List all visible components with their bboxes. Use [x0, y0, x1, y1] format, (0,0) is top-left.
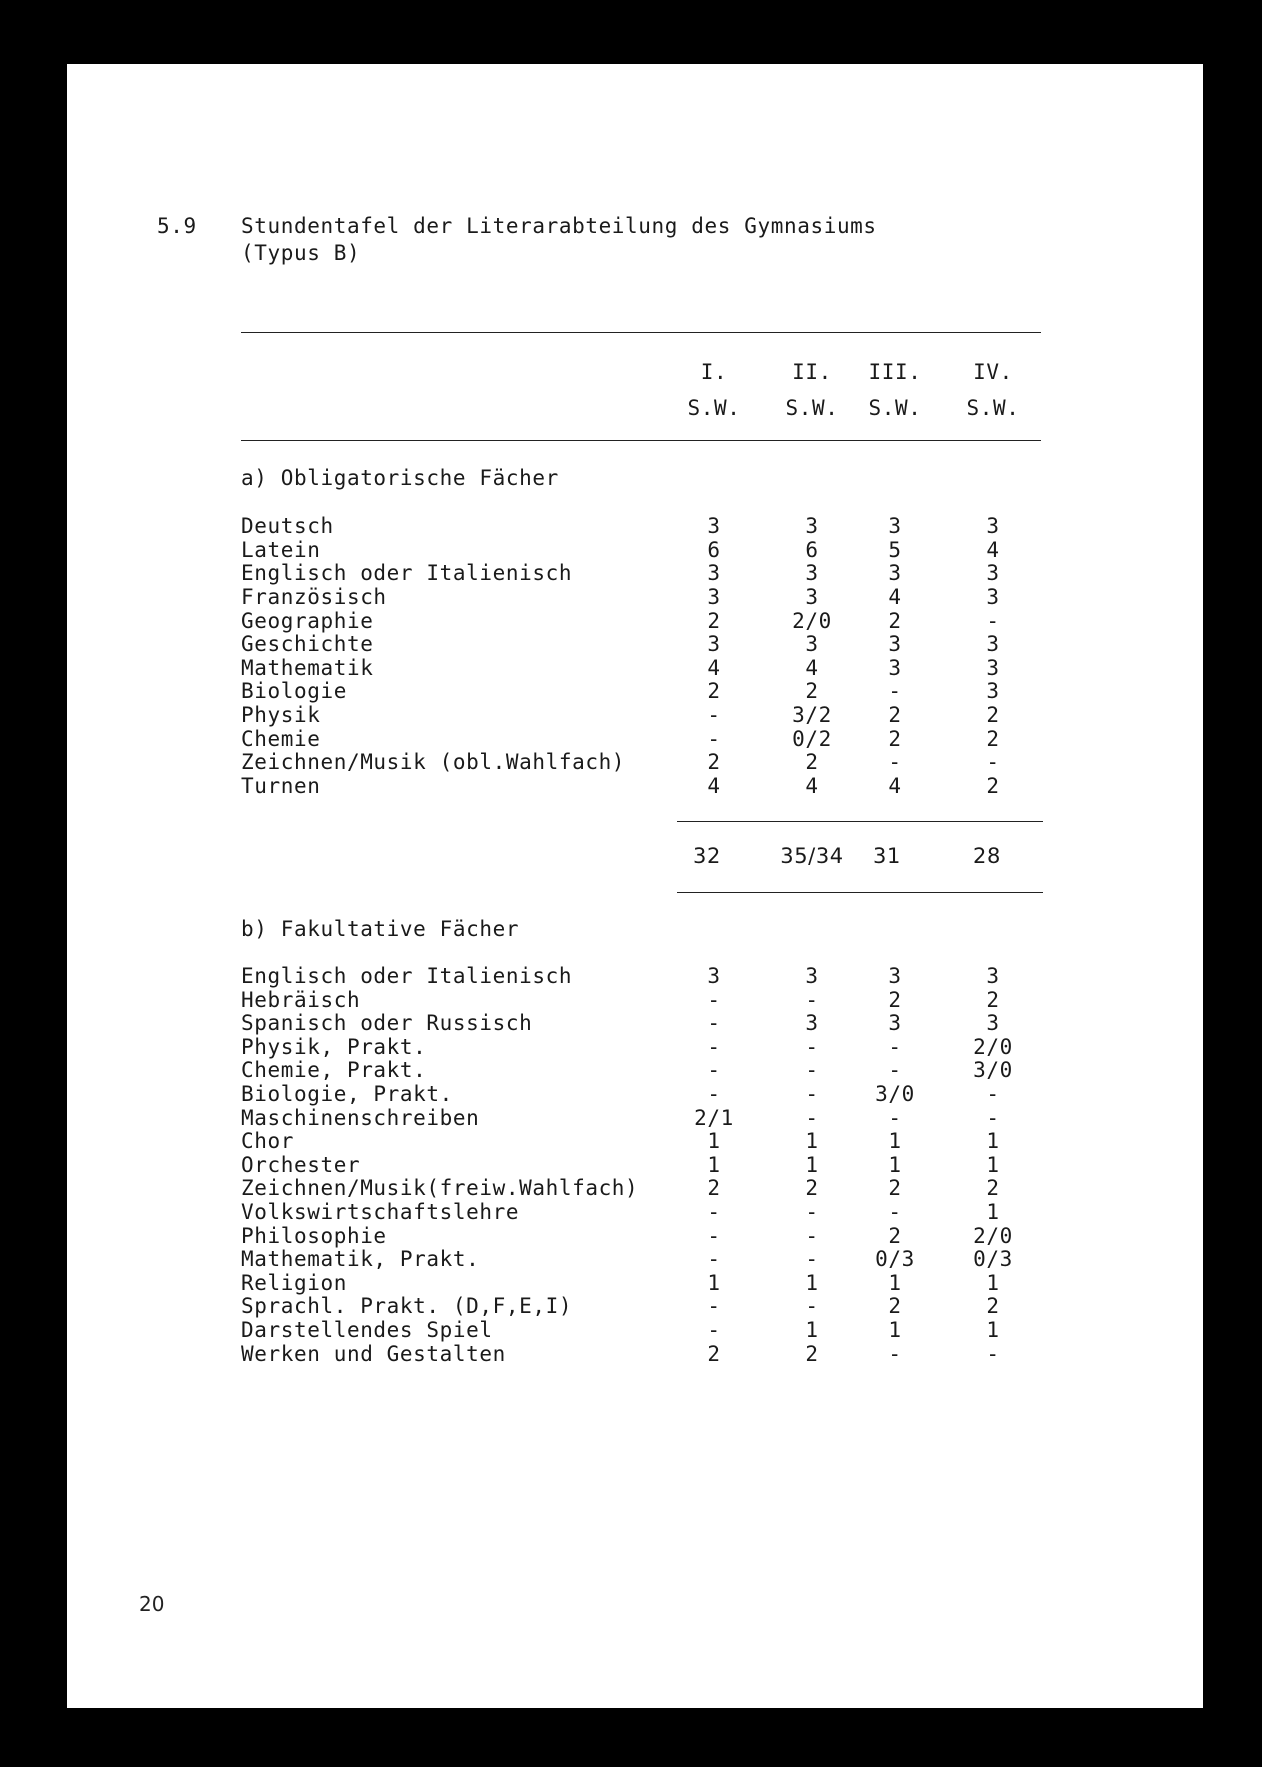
cell: -: [986, 1082, 1000, 1106]
col-header-roman: II.: [792, 360, 832, 384]
cell: -: [707, 1082, 721, 1106]
table-row: [67, 1106, 1203, 1130]
cell: 2: [986, 988, 1000, 1012]
cell: -: [805, 1224, 819, 1248]
cell: 1: [888, 1318, 902, 1342]
cell: 3: [986, 1011, 1000, 1035]
cell: 2: [888, 1294, 902, 1318]
cell: 4: [707, 656, 721, 680]
subject-label: Philosophie: [241, 1224, 387, 1248]
cell: 3: [888, 1011, 902, 1035]
cell: 2: [707, 679, 721, 703]
table-row: [67, 1176, 1203, 1200]
total-cell: 28: [973, 844, 1001, 868]
cell: 2: [707, 1342, 721, 1366]
section-b-heading: b) Fakultative Fächer: [241, 917, 520, 941]
cell: 3: [986, 656, 1000, 680]
cell: 2/0: [973, 1035, 1013, 1059]
subject-label: Werken und Gestalten: [241, 1342, 506, 1366]
table-row: [67, 679, 1203, 703]
subject-label: Volkswirtschaftslehre: [241, 1200, 520, 1224]
cell: 1: [805, 1129, 819, 1153]
cell: -: [805, 1035, 819, 1059]
cell: -: [805, 1294, 819, 1318]
section-subtitle: (Typus B): [241, 241, 361, 265]
table-row: [67, 1271, 1203, 1295]
table-row: [67, 727, 1203, 751]
cell: -: [707, 988, 721, 1012]
subject-label: Chor: [241, 1129, 294, 1153]
cell: -: [986, 609, 1000, 633]
table-row: [67, 1342, 1203, 1366]
cell: 2/1: [694, 1106, 734, 1130]
subject-label: Latein: [241, 538, 321, 562]
cell: -: [888, 1342, 902, 1366]
cell: 2: [986, 727, 1000, 751]
col-header-unit: S.W.: [785, 396, 839, 420]
cell: 3: [888, 964, 902, 988]
cell: -: [805, 1247, 819, 1271]
cell: 3: [707, 632, 721, 656]
cell: 1: [805, 1153, 819, 1177]
cell: 1: [986, 1129, 1000, 1153]
cell: -: [986, 750, 1000, 774]
cell: 3: [888, 514, 902, 538]
total-cell: 32: [693, 844, 721, 868]
section-a-heading: a) Obligatorische Fächer: [241, 466, 559, 490]
cell: 0/2: [792, 727, 832, 751]
subject-label: Mathematik: [241, 656, 374, 680]
cell: 1: [805, 1318, 819, 1342]
col-header-roman: IV.: [973, 360, 1013, 384]
cell: -: [805, 1058, 819, 1082]
table-row: [67, 1129, 1203, 1153]
cell: 1: [707, 1129, 721, 1153]
col-header-roman: I.: [700, 360, 728, 384]
cell: 2: [986, 1294, 1000, 1318]
subject-label: Darstellendes Spiel: [241, 1318, 493, 1342]
cell: 2: [805, 1342, 819, 1366]
cell: 0/3: [973, 1247, 1013, 1271]
table-top-rule: [241, 332, 1041, 333]
cell: 2: [986, 1176, 1000, 1200]
cell: -: [707, 727, 721, 751]
cell: -: [986, 1106, 1000, 1130]
cell: -: [707, 1294, 721, 1318]
cell: 1: [986, 1153, 1000, 1177]
subject-label: Geographie: [241, 609, 374, 633]
subject-label: Maschinenschreiben: [241, 1106, 480, 1130]
subject-label: Französisch: [241, 585, 387, 609]
table-row: [67, 1247, 1203, 1271]
cell: 2/0: [792, 609, 832, 633]
cell: 3/0: [875, 1082, 915, 1106]
cell: 1: [986, 1318, 1000, 1342]
subject-label: Deutsch: [241, 514, 334, 538]
subject-label: Zeichnen/Musik (obl.Wahlfach): [241, 750, 626, 774]
table-row: [67, 1294, 1203, 1318]
total-cell: 35/34: [780, 844, 844, 868]
cell: 2: [805, 679, 819, 703]
cell: 2: [888, 1176, 902, 1200]
section-number: 5.9: [157, 214, 197, 238]
cell: 4: [805, 656, 819, 680]
cell: 2: [888, 988, 902, 1012]
cell: 3: [805, 964, 819, 988]
cell: 6: [707, 538, 721, 562]
cell: -: [707, 1035, 721, 1059]
subject-label: Mathematik, Prakt.: [241, 1247, 480, 1271]
cell: 3: [888, 632, 902, 656]
subject-label: Englisch oder Italienisch: [241, 964, 573, 988]
cell: 3/2: [792, 703, 832, 727]
cell: 2: [707, 1176, 721, 1200]
cell: 3: [986, 514, 1000, 538]
table-row: [67, 844, 1203, 868]
cell: 2/0: [973, 1224, 1013, 1248]
cell: 1: [707, 1153, 721, 1177]
table-row: [67, 750, 1203, 774]
subject-label: Zeichnen/Musik(freiw.Wahlfach): [241, 1176, 639, 1200]
cell: -: [888, 750, 902, 774]
col-header-unit: S.W.: [966, 396, 1020, 420]
cell: 3: [707, 585, 721, 609]
cell: 4: [986, 538, 1000, 562]
page-number: 20: [139, 1592, 165, 1616]
table-row: [67, 1224, 1203, 1248]
cell: 3: [805, 632, 819, 656]
table-row: [67, 988, 1203, 1012]
cell: -: [707, 1200, 721, 1224]
total-cell: 31: [873, 844, 901, 868]
cell: -: [707, 703, 721, 727]
table-row: [67, 1200, 1203, 1224]
cell: 3: [986, 964, 1000, 988]
subject-label: Physik, Prakt.: [241, 1035, 427, 1059]
cell: 1: [888, 1129, 902, 1153]
table-row: [67, 632, 1203, 656]
subject-label: Sprachl. Prakt. (D,F,E,I): [241, 1294, 573, 1318]
cell: -: [805, 1200, 819, 1224]
table-row: [67, 1011, 1203, 1035]
subject-label: Spanisch oder Russisch: [241, 1011, 533, 1035]
cell: 1: [707, 1271, 721, 1295]
cell: 1: [986, 1271, 1000, 1295]
subject-label: Chemie: [241, 727, 321, 751]
cell: 3: [888, 656, 902, 680]
cell: 4: [888, 585, 902, 609]
cell: -: [707, 1058, 721, 1082]
cell: 2: [707, 750, 721, 774]
cell: 1: [888, 1153, 902, 1177]
col-header-unit: S.W.: [687, 396, 741, 420]
table-row: [67, 703, 1203, 727]
table-row: [67, 964, 1203, 988]
section-title: Stundentafel der Literarabteilung des Gymnasiums: [241, 214, 877, 238]
cell: 3: [986, 679, 1000, 703]
cell: 4: [707, 774, 721, 798]
col-header-unit: S.W.: [868, 396, 922, 420]
cell: 3: [707, 964, 721, 988]
cell: -: [888, 1200, 902, 1224]
subject-label: Turnen: [241, 774, 321, 798]
header-bottom-rule: [241, 440, 1041, 441]
subject-label: Hebräisch: [241, 988, 361, 1012]
col-header-roman: III.: [868, 360, 922, 384]
table-row: [67, 1082, 1203, 1106]
table-row: [67, 561, 1203, 585]
cell: 1: [888, 1271, 902, 1295]
table-row: [67, 1058, 1203, 1082]
cell: 3: [888, 561, 902, 585]
subject-label: Orchester: [241, 1153, 361, 1177]
cell: -: [805, 1082, 819, 1106]
cell: 2: [986, 774, 1000, 798]
table-row: [67, 1153, 1203, 1177]
subject-label: Geschichte: [241, 632, 374, 656]
cell: 2: [986, 703, 1000, 727]
cell: 2: [888, 1224, 902, 1248]
subject-label: Religion: [241, 1271, 347, 1295]
cell: 3: [707, 561, 721, 585]
cell: -: [805, 1106, 819, 1130]
cell: -: [888, 1058, 902, 1082]
cell: 3: [707, 514, 721, 538]
cell: -: [707, 1318, 721, 1342]
subject-label: Englisch oder Italienisch: [241, 561, 573, 585]
cell: 3: [805, 561, 819, 585]
cell: 4: [888, 774, 902, 798]
table-row: [67, 1035, 1203, 1059]
cell: 2: [805, 1176, 819, 1200]
cell: -: [888, 1035, 902, 1059]
cell: 4: [805, 774, 819, 798]
cell: 3: [986, 561, 1000, 585]
subject-label: Biologie, Prakt.: [241, 1082, 453, 1106]
cell: 2: [888, 703, 902, 727]
table-row: [67, 1318, 1203, 1342]
cell: 1: [986, 1200, 1000, 1224]
cell: 3: [805, 585, 819, 609]
subject-label: Physik: [241, 703, 321, 727]
cell: -: [888, 1106, 902, 1130]
cell: 3/0: [973, 1058, 1013, 1082]
document-page: [67, 64, 1203, 1708]
cell: -: [707, 1247, 721, 1271]
cell: 5: [888, 538, 902, 562]
cell: -: [707, 1011, 721, 1035]
table-row: [67, 514, 1203, 538]
cell: 3: [805, 1011, 819, 1035]
cell: -: [805, 988, 819, 1012]
table-row: [67, 585, 1203, 609]
cell: -: [986, 1342, 1000, 1366]
cell: 1: [805, 1271, 819, 1295]
cell: 2: [805, 750, 819, 774]
table-row: [67, 656, 1203, 680]
cell: 2: [888, 609, 902, 633]
cell: -: [888, 679, 902, 703]
cell: 3: [986, 632, 1000, 656]
cell: 6: [805, 538, 819, 562]
table-row: [67, 538, 1203, 562]
cell: 3: [805, 514, 819, 538]
totals-top-rule: [677, 821, 1043, 822]
cell: 2: [888, 727, 902, 751]
table-row: [67, 609, 1203, 633]
cell: 3: [986, 585, 1000, 609]
subject-label: Chemie, Prakt.: [241, 1058, 427, 1082]
cell: 0/3: [875, 1247, 915, 1271]
table-row: [67, 774, 1203, 798]
cell: -: [707, 1224, 721, 1248]
cell: 2: [707, 609, 721, 633]
totals-bottom-rule: [677, 892, 1043, 893]
subject-label: Biologie: [241, 679, 347, 703]
